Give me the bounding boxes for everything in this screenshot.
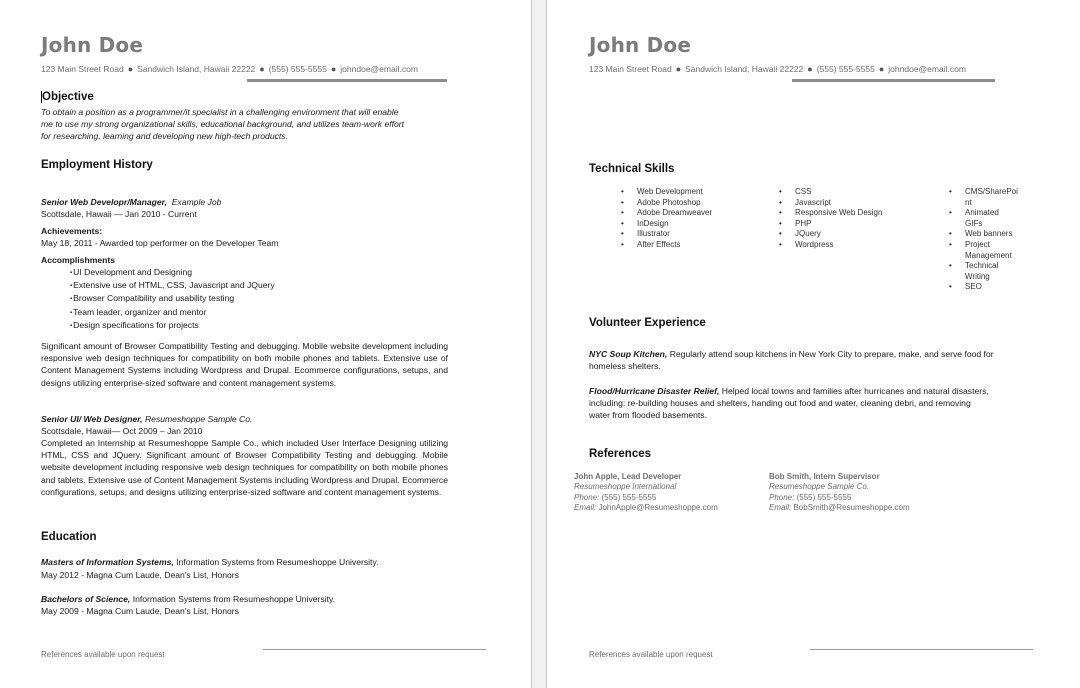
skill-item: • CMS/SharePoi	[949, 187, 1018, 198]
skill-item: • JQuery	[779, 229, 882, 240]
bullet-separator: ●	[330, 64, 337, 74]
contact-email: johndoe@email.com	[888, 64, 966, 74]
accomplishment-item: ▪ Team leader, organizer and mentor	[70, 306, 275, 319]
degree1-title: Masters of Information Systems,	[41, 557, 174, 567]
reference-1-phone-line	[574, 493, 718, 503]
skill-item: • InDesign	[621, 219, 712, 230]
bullet-separator: ●	[807, 64, 813, 74]
job2-location: Scottsdale, Hawaii— Oct 2009 – Jan 2010	[41, 426, 203, 436]
accomplishment-item: ▪ Extensive use of HTML, CSS, Javascript and JQuery	[70, 279, 275, 292]
contact-phone: (555) 555-5555	[816, 64, 875, 74]
email-label: Email:	[574, 502, 597, 512]
skill-item: • Animated	[949, 208, 1018, 219]
accomplishment-item: ▪ UI Development and Designing	[70, 266, 275, 279]
job2-company: Resumeshoppe Sample Co.	[144, 414, 253, 424]
volunteer-2-title: Flood/Hurricane Disaster Relief,	[589, 386, 720, 396]
skill-item: • CSS	[779, 187, 882, 198]
email-label: Email:	[769, 502, 792, 512]
reference-2	[769, 472, 910, 513]
page2-contact-line	[589, 64, 966, 74]
skills-column-2	[779, 187, 882, 251]
skill-item: • Technical	[949, 261, 1018, 272]
skill-item-continued: GIFs	[965, 218, 983, 228]
skills-column-1	[621, 187, 712, 251]
skill-item: • Javascript	[779, 198, 882, 209]
reference-1	[574, 472, 718, 513]
skill-item: • Project	[949, 240, 1018, 251]
skill-item: • Illustrator	[621, 229, 712, 240]
reference-1-name: John Apple, Lead Developer	[574, 472, 682, 481]
bullet-separator: ●	[878, 64, 885, 74]
contact-email: johndoe@email.com	[340, 64, 418, 74]
job1-company: Example Job	[171, 197, 222, 207]
volunteer-2-line-1	[589, 385, 989, 397]
phone-label: Phone:	[574, 492, 600, 502]
page1-contact-line	[41, 64, 418, 74]
reference-2-company: Resumeshoppe Sample Co.	[769, 482, 870, 492]
degree2-title: Bachelors of Science,	[41, 594, 131, 604]
volunteer-2-line-3: water from flooded basements.	[589, 410, 707, 420]
contact-address: 123 Main Street Road	[589, 64, 672, 74]
job1-title-line	[41, 196, 221, 208]
objective-line-3: for researching, learning and developing new high-tech products.	[41, 131, 288, 141]
skill-item: • SEO	[949, 282, 1018, 293]
reference-2-name: Bob Smith, Intern Supervisor	[769, 472, 880, 481]
phone-label: Phone:	[769, 492, 795, 502]
skills-column-3	[949, 187, 1018, 293]
job1-location: Scottsdale, Hawaii — Jan 2010 - Current	[41, 209, 197, 219]
achievement-item: May 18, 2011 - Awarded top performer on the Developer Team	[41, 238, 279, 248]
bullet-separator: ●	[127, 64, 134, 74]
reference-2-email-line	[769, 503, 910, 513]
reference-1-email: JohnApple@Resumeshoppe.com	[596, 502, 718, 512]
page2-name: John Doe	[589, 33, 692, 57]
page1-footer-rule	[263, 649, 486, 650]
header-rule	[792, 79, 995, 82]
volunteer-1-line-1	[589, 348, 994, 360]
degree2-school: Information Systems from Resumeshoppe University.	[130, 594, 336, 604]
contact-city: Sandwich Island, Hawaii 22222	[685, 64, 804, 74]
resume-page-2	[547, 0, 1080, 688]
skill-item: • After Effects	[621, 240, 712, 251]
reference-2-phone-line	[769, 493, 910, 503]
contact-city: Sandwich Island, Hawaii 22222	[137, 64, 256, 74]
degree2-line	[41, 593, 335, 605]
skill-item: • Adobe Dreamweaver	[621, 208, 712, 219]
skill-item: • Web banners	[949, 229, 1018, 240]
accomplishments-list	[70, 266, 275, 332]
contact-address: 123 Main Street Road	[41, 64, 124, 74]
bullet-separator: ●	[675, 64, 682, 74]
skill-item: • Web Development	[621, 187, 712, 198]
contact-phone: (555) 555-5555	[268, 64, 327, 74]
volunteer-1-title: NYC Soup Kitchen,	[589, 349, 668, 359]
page1-footer-note: References available upon request	[41, 650, 165, 659]
job1-title: Senior Web Developr/Manager,	[41, 197, 167, 207]
volunteer-2-line-2: including: re-building houses and shelters, handing out food and water, cleaning debri, and removing	[589, 398, 971, 408]
bullet-separator: ●	[259, 64, 265, 74]
objective-heading: Objective	[42, 91, 94, 103]
skill-item-continued: Management	[965, 250, 1012, 260]
reference-1-email-line	[574, 503, 718, 513]
objective-line-2: me to use my strong organizational skills, educational background, and utilizes team-work effort	[41, 119, 405, 129]
header-rule	[247, 79, 447, 82]
volunteer-1-text: Regularly attend soup kitchens in New York City to prepare, make, and serve food for	[667, 349, 994, 359]
job2-summary: Completed an Internship at Resumeshoppe Sample Co., which included User Interface Designing utilizing HTML, CSS and JQuery. Significant amount of Browser Compatibility Testing and debugging. Mobile website development including responsive web design techniques for compatibility on both mobile phones and tablets. Extensive use of Content Management Systems including Wordpress and Drupal. Ecommerce configurations, setups, and designs utilizing enterprise-sized software and content management systems.	[41, 438, 448, 497]
references-heading: References	[589, 448, 652, 460]
objective-line-1: To obtain a position as a programmer/it specialist in a challenging environment that will enable	[41, 107, 399, 117]
education-heading: Education	[41, 531, 97, 543]
skill-item: • PHP	[779, 219, 882, 230]
achievements-label: Achievements:	[41, 226, 103, 236]
skill-item: • Responsive Web Design	[779, 208, 882, 219]
page2-footer-rule	[810, 649, 1033, 650]
reference-1-phone: (555) 555-5555	[599, 492, 657, 502]
page2-footer-note: References available upon request	[589, 650, 713, 659]
skills-heading: Technical Skills	[589, 163, 675, 175]
page1-name: John Doe	[41, 33, 144, 57]
reference-2-email: BobSmith@Resumeshoppe.com	[791, 502, 910, 512]
employment-heading: Employment History	[41, 159, 153, 171]
degree1-line	[41, 556, 379, 568]
accomplishments-label: Accomplishments	[41, 255, 116, 265]
degree1-school: Information Systems from Resumeshoppe University.	[173, 557, 379, 567]
volunteer-heading: Volunteer Experience	[589, 317, 706, 329]
accomplishment-item: ▪ Browser Compatibility and usability testing	[70, 292, 275, 305]
skill-item: • Adobe Photoshop	[621, 198, 712, 209]
job2-title-line	[41, 413, 252, 425]
job1-summary: Significant amount of Browser Compatibility Testing and debugging. Mobile website development including responsive web design techniques for compatibility on both mobile phones and tablets. Extensive use of Content Management Systems including Wordpress and Drupal. Ecommerce configurations, setups, and designs utilizing enterprise-sized software and content management systems.	[41, 341, 448, 388]
skill-item: • Wordpress	[779, 240, 882, 251]
volunteer-2-text: Helped local towns and families after hurricanes and natural disasters,	[719, 386, 989, 396]
resume-page-1	[0, 0, 531, 688]
volunteer-1-line-2: homeless shelters.	[589, 361, 661, 371]
job2-title: Senior UI/ Web Designer,	[41, 414, 143, 424]
skill-item-continued: nt	[965, 197, 972, 207]
degree2-date: May 2009 - Magna Cum Laude, Dean's List, Honors	[41, 606, 239, 616]
reference-1-company: Resumeshoppe International	[574, 482, 677, 492]
reference-2-phone: (555) 555-5555	[794, 492, 852, 502]
degree1-date: May 2012 - Magna Cum Laude, Dean's List, Honors	[41, 570, 239, 580]
skill-item-continued: Writing	[965, 271, 990, 281]
page-gutter	[531, 0, 547, 688]
accomplishment-item: ▪ Design specifications for projects	[70, 319, 275, 332]
